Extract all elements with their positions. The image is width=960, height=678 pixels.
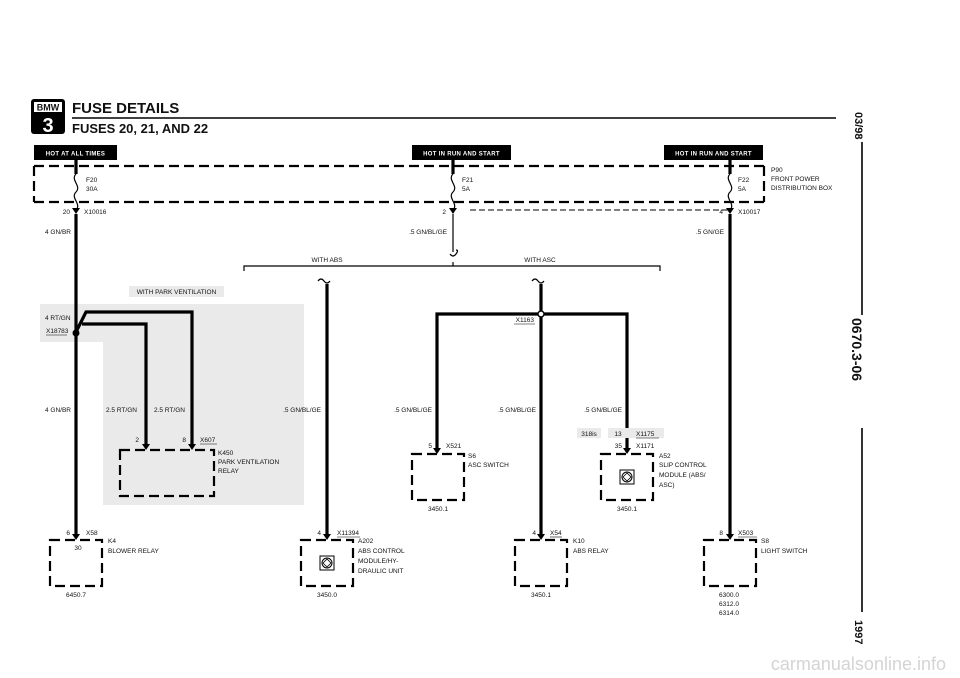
svg-text:.5 GN/BL/GE: .5 GN/BL/GE: [584, 407, 622, 414]
supply-hot-in-run-1: [412, 145, 511, 160]
svg-text:F20: F20: [86, 177, 98, 184]
s6-asc-switch: [412, 443, 509, 513]
svg-text:6450.7: 6450.7: [66, 592, 86, 599]
svg-text:3450.0: 3450.0: [317, 592, 337, 599]
svg-text:S6: S6: [468, 453, 476, 460]
module-icon: [320, 556, 334, 570]
svg-text:.5 GN/BL/GE: .5 GN/BL/GE: [498, 407, 536, 414]
fuse-f22: [696, 160, 761, 236]
svg-text:WITH PARK VENTILATION: WITH PARK VENTILATION: [136, 289, 217, 296]
svg-text:.5 GN/BL/GE: .5 GN/BL/GE: [409, 229, 447, 236]
a202-abs-control-module: [301, 530, 405, 599]
svg-text:8: 8: [182, 437, 186, 444]
a52-slip-control-module: [601, 448, 707, 513]
svg-text:PARK VENTILATION: PARK VENTILATION: [218, 459, 280, 466]
svg-text:.5 GN/BL/GE: .5 GN/BL/GE: [283, 407, 321, 414]
svg-text:WITH ABS: WITH ABS: [311, 257, 343, 264]
svg-text:K4: K4: [108, 538, 116, 545]
svg-text:HOT IN RUN AND START: HOT IN RUN AND START: [423, 151, 500, 158]
svg-text:RELAY: RELAY: [218, 468, 239, 475]
svg-text:X503: X503: [738, 530, 754, 537]
svg-text:4: 4: [532, 530, 536, 537]
svg-text:13: 13: [614, 431, 622, 438]
svg-text:LIGHT SWITCH: LIGHT SWITCH: [761, 548, 808, 555]
svg-text:X10016: X10016: [84, 209, 107, 216]
svg-text:2: 2: [442, 209, 446, 216]
supply-hot-in-run-2: [664, 145, 763, 160]
svg-text:X607: X607: [200, 437, 216, 444]
svg-text:ABS CONTROL: ABS CONTROL: [358, 548, 405, 555]
svg-text:X10017: X10017: [738, 209, 761, 216]
svg-text:FRONT POWER: FRONT POWER: [771, 176, 820, 183]
svg-text:WITH ASC: WITH ASC: [524, 257, 556, 264]
svg-text:DISTRIBUTION BOX: DISTRIBUTION BOX: [771, 185, 833, 192]
svg-text:4: 4: [317, 530, 321, 537]
supply-hot-at-all-times: [34, 145, 117, 160]
svg-text:8: 8: [719, 530, 723, 537]
svg-text:X58: X58: [86, 530, 98, 537]
svg-text:2.5 RT/GN: 2.5 RT/GN: [106, 407, 137, 414]
side-year: 1997: [852, 620, 864, 645]
svg-text:.5 GN/GE: .5 GN/GE: [695, 229, 724, 236]
svg-text:2: 2: [135, 437, 139, 444]
svg-text:SLIP CONTROL: SLIP CONTROL: [659, 462, 707, 469]
bmw-badge: [31, 99, 65, 137]
svg-text:X1163: X1163: [515, 317, 534, 324]
svg-text:4 RT/GN: 4 RT/GN: [45, 315, 71, 322]
park-ventilation-area: [40, 286, 304, 505]
svg-text:5: 5: [428, 443, 432, 450]
slip-connector-labels: [577, 428, 664, 450]
svg-text:30: 30: [74, 545, 82, 552]
svg-text:X1175: X1175: [636, 431, 655, 438]
svg-text:S8: S8: [761, 538, 769, 545]
page-title: FUSE DETAILS: [72, 100, 180, 117]
svg-text:X11394: X11394: [337, 530, 359, 537]
badge-brand: BMW: [36, 102, 60, 113]
svg-text:MODULE (ABS/: MODULE (ABS/: [659, 472, 706, 479]
svg-text:6: 6: [66, 530, 70, 537]
svg-text:35: 35: [614, 443, 622, 450]
svg-text:X54: X54: [550, 530, 562, 537]
svg-text:20: 20: [62, 209, 70, 216]
svg-text:X1171: X1171: [636, 443, 655, 450]
watermark: carmanualsonline.info: [770, 654, 946, 674]
svg-text:ASC): ASC): [659, 482, 675, 489]
svg-text:5A: 5A: [738, 186, 746, 193]
svg-text:30A: 30A: [86, 186, 98, 193]
svg-text:X18783: X18783: [46, 328, 69, 335]
svg-text:6312.0: 6312.0: [719, 601, 739, 608]
module-icon: [620, 470, 634, 484]
svg-text:MODULE/HY-: MODULE/HY-: [358, 558, 399, 565]
svg-text:6300.0: 6300.0: [719, 592, 739, 599]
svg-text:K450: K450: [218, 450, 234, 457]
svg-text:X521: X521: [446, 443, 462, 450]
svg-text:2.5 RT/GN: 2.5 RT/GN: [154, 407, 185, 414]
svg-text:3450.1: 3450.1: [617, 506, 637, 513]
svg-text:6314.0: 6314.0: [719, 610, 739, 617]
svg-text:A52: A52: [659, 453, 671, 460]
svg-text:4 GN/BR: 4 GN/BR: [44, 407, 71, 414]
side-date: 03/98: [852, 112, 864, 140]
s8-light-switch: [704, 530, 808, 617]
svg-text:A202: A202: [358, 538, 374, 545]
side-code: 0670.3-06: [849, 318, 865, 382]
svg-text:3450.1: 3450.1: [428, 506, 448, 513]
svg-text:DRAULIC UNIT: DRAULIC UNIT: [358, 568, 404, 575]
svg-text:4 GN/BR: 4 GN/BR: [44, 229, 71, 236]
svg-text:F22: F22: [738, 177, 750, 184]
badge-series: 3: [42, 115, 54, 137]
svg-text:318is: 318is: [581, 431, 597, 438]
option-bracket: [244, 257, 660, 271]
k10-abs-relay: [515, 530, 609, 599]
svg-text:P90: P90: [771, 167, 783, 174]
fuse-f21: [409, 160, 474, 236]
distribution-box: [34, 166, 833, 210]
svg-text:F21: F21: [462, 177, 474, 184]
page-subtitle: FUSES 20, 21, AND 22: [72, 121, 209, 136]
svg-text:4: 4: [719, 209, 723, 216]
side-strip: [849, 112, 865, 644]
k4-blower-relay: [50, 530, 159, 599]
svg-text:ASC SWITCH: ASC SWITCH: [468, 462, 509, 469]
svg-text:.5 GN/BL/GE: .5 GN/BL/GE: [394, 407, 432, 414]
svg-text:5A: 5A: [462, 186, 470, 193]
svg-text:HOT AT ALL TIMES: HOT AT ALL TIMES: [45, 151, 106, 158]
svg-text:ABS RELAY: ABS RELAY: [573, 548, 609, 555]
svg-text:3450.1: 3450.1: [531, 592, 551, 599]
svg-text:BLOWER RELAY: BLOWER RELAY: [108, 548, 159, 555]
svg-text:K10: K10: [573, 538, 585, 545]
svg-text:HOT IN RUN AND START: HOT IN RUN AND START: [675, 151, 752, 158]
